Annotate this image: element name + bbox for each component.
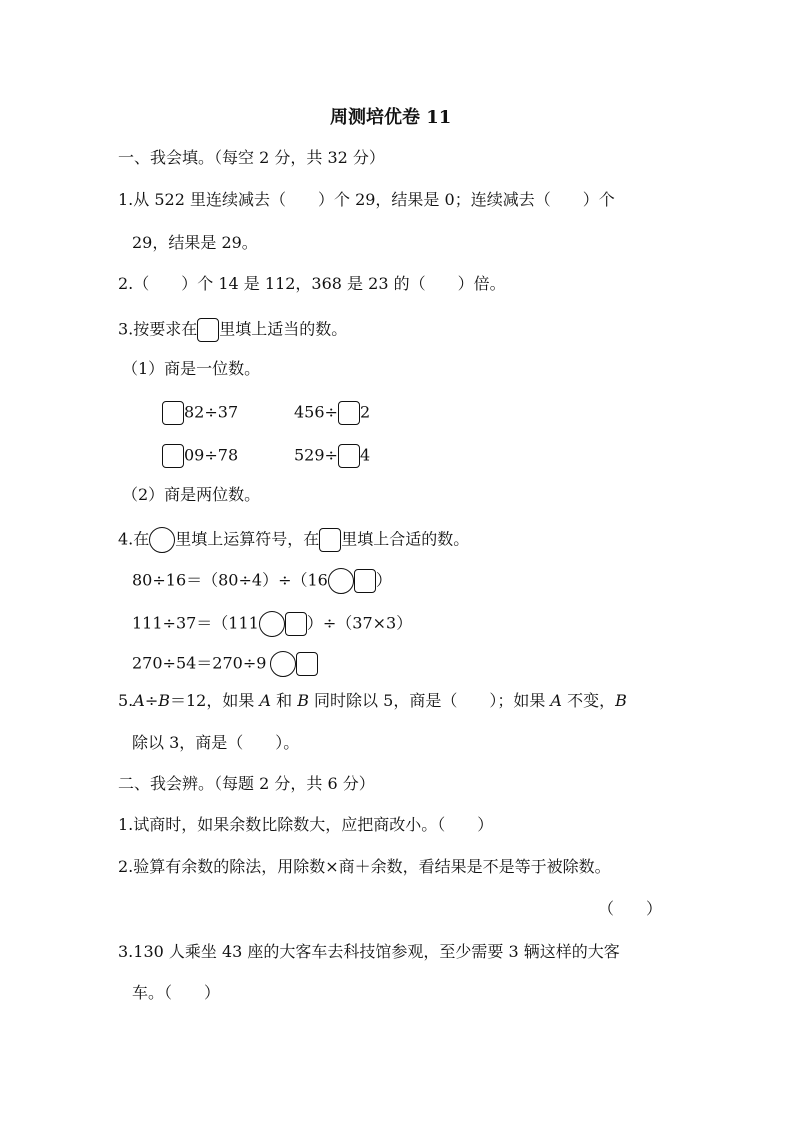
- q5-text: 同时除以 5，商是（ ）；如果: [308, 691, 551, 710]
- section2-heading: 二、我会辨。（每题 2 分，共 6 分）: [118, 774, 375, 793]
- q4-expr2-post: ）÷（37×3）: [306, 613, 413, 633]
- s2-q2: 2.验算有余数的除法，用除数×商＋余数，看结果是不是等于被除数。: [118, 857, 611, 876]
- answer-box[interactable]: [162, 401, 184, 425]
- div-sign: ÷: [144, 691, 159, 710]
- s2-q2-answer: （ ）: [598, 899, 663, 918]
- var-a: A: [550, 691, 562, 710]
- q3-expr4-post: 4: [359, 445, 371, 465]
- q5-text: 和: [271, 691, 298, 710]
- q5-text: 不变，: [561, 691, 616, 710]
- q3-post: 里填上适当的数。: [219, 319, 348, 339]
- page-title: 周测培优卷 11: [330, 107, 452, 128]
- q3-sub1: （1）商是一位数。: [122, 359, 261, 378]
- answer-circle[interactable]: [259, 611, 285, 637]
- answer-box[interactable]: [285, 612, 307, 636]
- q4-expr2-pre: 111÷37＝（111: [132, 613, 259, 633]
- q4-instruction: [118, 527, 469, 553]
- var-b: B: [158, 691, 170, 710]
- q4-pre: 4.在: [118, 529, 150, 549]
- answer-box[interactable]: [338, 444, 360, 468]
- q2: 2.（ ）个 14 是 112，368 是 23 的（ ）倍。: [118, 274, 506, 293]
- answer-circle[interactable]: [270, 651, 296, 677]
- q3-expr3: [162, 444, 238, 468]
- q5-line2: 除以 3，商是（ ）。: [132, 733, 300, 752]
- answer-box[interactable]: [296, 652, 318, 676]
- q3-expr1-text: 82÷37: [184, 402, 239, 422]
- q1-line2: 29，结果是 29。: [132, 233, 258, 252]
- q4-expr3: [132, 651, 318, 677]
- answer-circle[interactable]: [328, 568, 354, 594]
- q4-expr1-post: ）: [375, 570, 392, 590]
- q3-instruction: [118, 318, 347, 342]
- var-b: B: [297, 691, 309, 710]
- answer-box[interactable]: [197, 318, 219, 342]
- q3-expr4: [294, 444, 370, 468]
- q5-number: 5.: [118, 691, 134, 710]
- answer-box[interactable]: [319, 528, 341, 552]
- q5-text: ＝12，如果: [170, 691, 260, 710]
- q3-expr2-post: 2: [359, 402, 371, 422]
- q5-line1: [118, 690, 627, 712]
- q3-expr1: [162, 401, 238, 425]
- q3-expr2-pre: 456÷: [294, 402, 338, 422]
- q3-expr3-text: 09÷78: [184, 445, 239, 465]
- var-b: B: [615, 691, 627, 710]
- q4-expr1: [132, 568, 392, 594]
- q4-expr1-pre: 80÷16＝（80÷4）÷（16: [132, 570, 328, 590]
- s2-q3-line1: 3.130 人乘坐 43 座的大客车去科技馆参观，至少需要 3 辆这样的大客: [118, 942, 620, 961]
- q3-expr4-pre: 529÷: [294, 445, 338, 465]
- q4-post: 里填上合适的数。: [341, 529, 470, 549]
- q4-expr3-pre: 270÷54＝270÷9: [132, 653, 267, 673]
- q3-expr2: [294, 401, 370, 425]
- s2-q1: 1.试商时，如果余数比除数大，应把商改小。（ ）: [118, 815, 494, 834]
- answer-box[interactable]: [354, 569, 376, 593]
- answer-box[interactable]: [338, 401, 360, 425]
- var-a: A: [259, 691, 272, 710]
- q4-mid: 里填上运算符号，在: [175, 529, 320, 549]
- q3-sub2: （2）商是两位数。: [122, 485, 261, 504]
- answer-circle[interactable]: [149, 527, 175, 553]
- section1-heading: 一、我会填。（每空 2 分，共 32 分）: [118, 148, 385, 167]
- q1-line1: 1.从 522 里连续减去（ ）个 29，结果是 0；连续减去（ ）个: [118, 190, 615, 209]
- answer-box[interactable]: [162, 444, 184, 468]
- q3-pre: 3.按要求在: [118, 319, 198, 339]
- var-a: A: [133, 691, 145, 710]
- s2-q3-line2: 车。（ ）: [132, 983, 221, 1002]
- q4-expr2: [132, 611, 412, 637]
